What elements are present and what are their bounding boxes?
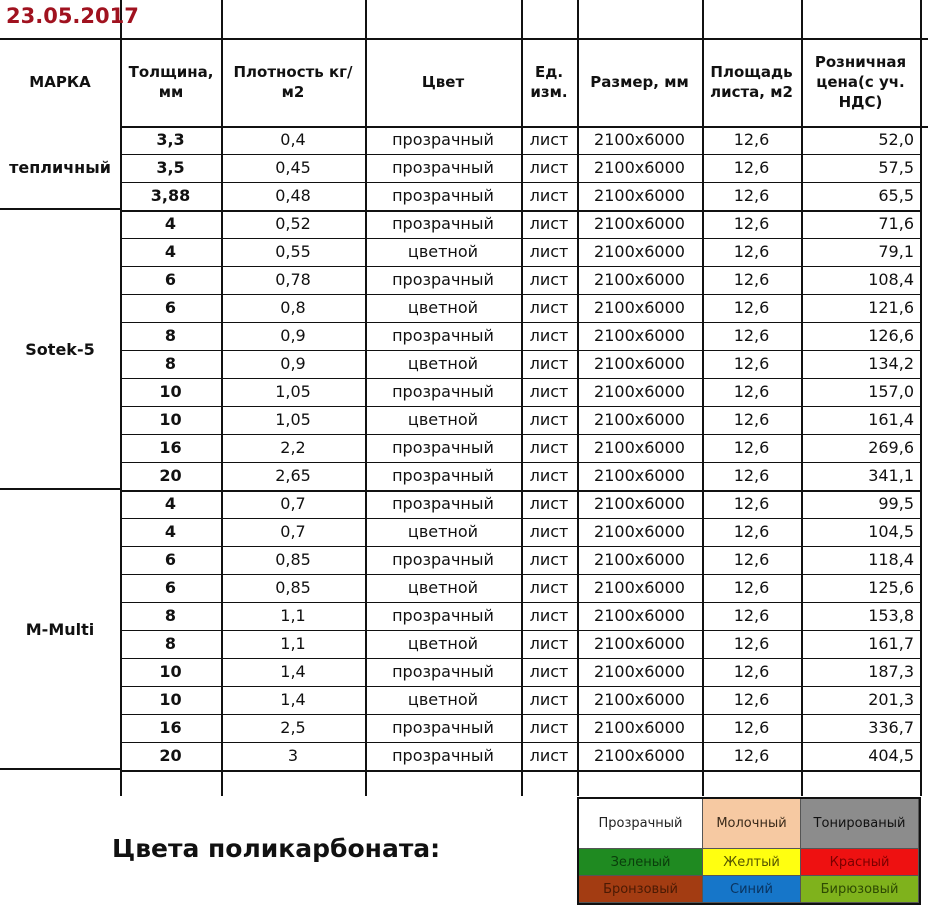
- header-color: Цвет: [421, 73, 465, 91]
- size-cell: 2100х6000: [594, 466, 685, 485]
- thickness-cell: 10: [159, 690, 182, 709]
- table-row: [120, 658, 920, 687]
- size-cell: 2100х6000: [594, 242, 685, 261]
- unit-cell: лист: [529, 242, 569, 261]
- header-thickness: Толщина, мм: [128, 63, 214, 101]
- size-cell: 2100х6000: [594, 550, 685, 569]
- price-cell: 71,6: [878, 214, 914, 233]
- color-cell: прозрачный: [392, 718, 494, 737]
- density-cell: 0,48: [275, 186, 311, 205]
- density-cell: 2,5: [280, 718, 306, 737]
- color-cell: прозрачный: [392, 662, 494, 681]
- size-cell: 2100х6000: [594, 522, 685, 541]
- price-cell: 157,0: [868, 382, 914, 401]
- color-swatch: Бронзовый: [579, 876, 703, 903]
- unit-cell: лист: [529, 494, 569, 513]
- price-cell: 269,6: [868, 438, 914, 457]
- size-cell: 2100х6000: [594, 214, 685, 233]
- price-cell: 57,5: [878, 158, 914, 177]
- density-cell: 0,7: [280, 494, 306, 513]
- size-cell: 2100х6000: [594, 270, 685, 289]
- brand-cell: тепличный: [0, 126, 120, 210]
- area-cell: 12,6: [733, 606, 770, 625]
- color-palette: [577, 797, 921, 905]
- table-row: [120, 686, 920, 715]
- thickness-cell: 8: [164, 606, 177, 625]
- unit-cell: лист: [529, 382, 569, 401]
- table-row: [120, 490, 920, 519]
- table-row: [120, 154, 920, 183]
- unit-cell: лист: [529, 634, 569, 653]
- thickness-cell: 20: [159, 746, 182, 765]
- price-cell: 201,3: [868, 690, 914, 709]
- price-cell: 161,7: [868, 634, 914, 653]
- size-cell: 2100х6000: [594, 662, 685, 681]
- color-cell: прозрачный: [392, 158, 494, 177]
- price-cell: 125,6: [868, 578, 914, 597]
- size-cell: 2100х6000: [594, 382, 685, 401]
- density-cell: 1,4: [280, 690, 306, 709]
- color-cell: цветной: [407, 634, 479, 653]
- area-cell: 12,6: [733, 438, 770, 457]
- color-cell: прозрачный: [392, 746, 494, 765]
- area-cell: 12,6: [733, 186, 770, 205]
- size-cell: 2100х6000: [594, 606, 685, 625]
- density-cell: 2,65: [275, 466, 311, 485]
- header-price: Розничная цена(с уч. НДС): [814, 53, 907, 111]
- unit-cell: лист: [529, 550, 569, 569]
- color-swatch: Прозрачный: [579, 799, 703, 849]
- thickness-cell: 16: [159, 438, 182, 457]
- color-cell: цветной: [407, 690, 479, 709]
- color-swatch: Красный: [801, 849, 919, 876]
- color-cell: прозрачный: [392, 326, 494, 345]
- thickness-cell: 6: [164, 578, 177, 597]
- color-swatch: Зеленый: [579, 849, 703, 876]
- density-cell: 2,2: [280, 438, 306, 457]
- table-row: [120, 574, 920, 603]
- thickness-cell: 6: [164, 270, 177, 289]
- area-cell: 12,6: [733, 354, 770, 373]
- empty-row: [0, 767, 928, 798]
- table-row: [120, 210, 920, 239]
- unit-cell: лист: [529, 606, 569, 625]
- color-cell: прозрачный: [392, 550, 494, 569]
- color-cell: цветной: [407, 410, 479, 429]
- color-swatch: Желтый: [703, 849, 801, 876]
- size-cell: 2100х6000: [594, 130, 685, 149]
- brand-cell: Sotek-5: [0, 210, 120, 490]
- area-cell: 12,6: [733, 466, 770, 485]
- density-cell: 0,9: [280, 354, 306, 373]
- area-cell: 12,6: [733, 634, 770, 653]
- table-row: [120, 266, 920, 295]
- color-cell: прозрачный: [392, 270, 494, 289]
- table-row: [120, 182, 920, 212]
- density-cell: 1,1: [280, 606, 306, 625]
- area-cell: 12,6: [733, 718, 770, 737]
- color-swatch: Бирюзовый: [801, 876, 919, 903]
- thickness-cell: 8: [164, 354, 177, 373]
- size-cell: 2100х6000: [594, 438, 685, 457]
- price-cell: 187,3: [868, 662, 914, 681]
- unit-cell: лист: [529, 214, 569, 233]
- color-cell: цветной: [407, 522, 479, 541]
- area-cell: 12,6: [733, 158, 770, 177]
- price-cell: 134,2: [868, 354, 914, 373]
- color-cell: прозрачный: [392, 186, 494, 205]
- table-row: [120, 350, 920, 379]
- color-cell: прозрачный: [392, 438, 494, 457]
- color-cell: прозрачный: [392, 494, 494, 513]
- table-row: [120, 294, 920, 323]
- density-cell: 0,45: [275, 158, 311, 177]
- unit-cell: лист: [529, 298, 569, 317]
- color-swatch: Синий: [703, 876, 801, 903]
- price-cell: 341,1: [868, 466, 914, 485]
- table-row: [120, 462, 920, 492]
- area-cell: 12,6: [733, 382, 770, 401]
- thickness-cell: 4: [164, 494, 177, 513]
- thickness-cell: 10: [159, 410, 182, 429]
- thickness-cell: 3,88: [150, 186, 191, 205]
- thickness-cell: 10: [159, 382, 182, 401]
- table-row: [120, 546, 920, 575]
- table-row: [120, 126, 920, 155]
- unit-cell: лист: [529, 354, 569, 373]
- unit-cell: лист: [529, 130, 569, 149]
- area-cell: 12,6: [733, 690, 770, 709]
- area-cell: 12,6: [733, 746, 770, 765]
- thickness-cell: 4: [164, 522, 177, 541]
- table-row: [120, 322, 920, 351]
- size-cell: 2100х6000: [594, 718, 685, 737]
- price-date: 23.05.2017: [6, 4, 139, 28]
- header-unit: Ед. изм.: [530, 63, 568, 101]
- price-cell: 121,6: [868, 298, 914, 317]
- area-cell: 12,6: [733, 410, 770, 429]
- unit-cell: лист: [529, 410, 569, 429]
- thickness-cell: 8: [164, 326, 177, 345]
- density-cell: 0,9: [280, 326, 306, 345]
- thickness-cell: 3,3: [156, 130, 185, 149]
- area-cell: 12,6: [733, 522, 770, 541]
- color-cell: прозрачный: [392, 214, 494, 233]
- unit-cell: лист: [529, 466, 569, 485]
- size-cell: 2100х6000: [594, 410, 685, 429]
- unit-cell: лист: [529, 718, 569, 737]
- thickness-cell: 16: [159, 718, 182, 737]
- price-cell: 126,6: [868, 326, 914, 345]
- price-cell: 104,5: [868, 522, 914, 541]
- price-cell: 99,5: [878, 494, 914, 513]
- thickness-cell: 3,5: [156, 158, 185, 177]
- density-cell: 3: [287, 746, 299, 765]
- density-cell: 0,78: [275, 270, 311, 289]
- thickness-cell: 8: [164, 634, 177, 653]
- table-row: [120, 406, 920, 435]
- density-cell: 0,85: [275, 578, 311, 597]
- color-cell: цветной: [407, 354, 479, 373]
- density-cell: 0,52: [275, 214, 311, 233]
- price-cell: 336,7: [868, 718, 914, 737]
- unit-cell: лист: [529, 522, 569, 541]
- table-row: [120, 630, 920, 659]
- area-cell: 12,6: [733, 326, 770, 345]
- density-cell: 0,8: [280, 298, 306, 317]
- density-cell: 0,4: [280, 130, 306, 149]
- density-cell: 0,7: [280, 522, 306, 541]
- area-cell: 12,6: [733, 578, 770, 597]
- color-cell: цветной: [407, 242, 479, 261]
- unit-cell: лист: [529, 662, 569, 681]
- header-size: Размер, мм: [590, 73, 689, 91]
- density-cell: 1,05: [275, 410, 311, 429]
- color-cell: цветной: [407, 298, 479, 317]
- size-cell: 2100х6000: [594, 578, 685, 597]
- density-cell: 0,55: [275, 242, 311, 261]
- size-cell: 2100х6000: [594, 634, 685, 653]
- price-cell: 79,1: [878, 242, 914, 261]
- price-cell: 118,4: [868, 550, 914, 569]
- density-cell: 1,1: [280, 634, 306, 653]
- unit-cell: лист: [529, 578, 569, 597]
- header-area: Площадь листа, м2: [710, 63, 793, 101]
- color-swatch: Тонированый: [801, 799, 919, 849]
- table-row: [120, 434, 920, 463]
- thickness-cell: 6: [164, 298, 177, 317]
- price-cell: 52,0: [878, 130, 914, 149]
- unit-cell: лист: [529, 438, 569, 457]
- density-cell: 1,4: [280, 662, 306, 681]
- header-density: Плотность кг/м2: [233, 63, 353, 101]
- area-cell: 12,6: [733, 662, 770, 681]
- thickness-cell: 10: [159, 662, 182, 681]
- table-row: [120, 714, 920, 743]
- thickness-cell: 4: [164, 242, 177, 261]
- unit-cell: лист: [529, 326, 569, 345]
- area-cell: 12,6: [733, 494, 770, 513]
- unit-cell: лист: [529, 186, 569, 205]
- size-cell: 2100х6000: [594, 690, 685, 709]
- thickness-cell: 20: [159, 466, 182, 485]
- size-cell: 2100х6000: [594, 298, 685, 317]
- color-cell: прозрачный: [392, 466, 494, 485]
- density-cell: 0,85: [275, 550, 311, 569]
- area-cell: 12,6: [733, 550, 770, 569]
- color-cell: прозрачный: [392, 606, 494, 625]
- color-swatch: Молочный: [703, 799, 801, 849]
- price-cell: 153,8: [868, 606, 914, 625]
- color-cell: прозрачный: [392, 130, 494, 149]
- table-row: [120, 238, 920, 267]
- brand-cell: M-Multi: [0, 490, 120, 770]
- colors-title: Цвета поликарбоната:: [112, 834, 441, 863]
- color-cell: прозрачный: [392, 382, 494, 401]
- area-cell: 12,6: [733, 214, 770, 233]
- unit-cell: лист: [529, 746, 569, 765]
- area-cell: 12,6: [733, 130, 770, 149]
- table-row: [120, 602, 920, 631]
- unit-cell: лист: [529, 690, 569, 709]
- area-cell: 12,6: [733, 242, 770, 261]
- price-cell: 161,4: [868, 410, 914, 429]
- unit-cell: лист: [529, 158, 569, 177]
- area-cell: 12,6: [733, 270, 770, 289]
- density-cell: 1,05: [275, 382, 311, 401]
- price-cell: 108,4: [868, 270, 914, 289]
- table-header: [0, 38, 928, 128]
- size-cell: 2100х6000: [594, 354, 685, 373]
- price-cell: 65,5: [878, 186, 914, 205]
- size-cell: 2100х6000: [594, 494, 685, 513]
- size-cell: 2100х6000: [594, 158, 685, 177]
- unit-cell: лист: [529, 270, 569, 289]
- thickness-cell: 6: [164, 550, 177, 569]
- table-row: [120, 518, 920, 547]
- area-cell: 12,6: [733, 298, 770, 317]
- header-brand: МАРКА: [29, 73, 91, 91]
- title-row: [0, 0, 928, 40]
- table-row: [120, 378, 920, 407]
- price-cell: 404,5: [868, 746, 914, 765]
- size-cell: 2100х6000: [594, 746, 685, 765]
- size-cell: 2100х6000: [594, 326, 685, 345]
- color-cell: цветной: [407, 578, 479, 597]
- thickness-cell: 4: [164, 214, 177, 233]
- size-cell: 2100х6000: [594, 186, 685, 205]
